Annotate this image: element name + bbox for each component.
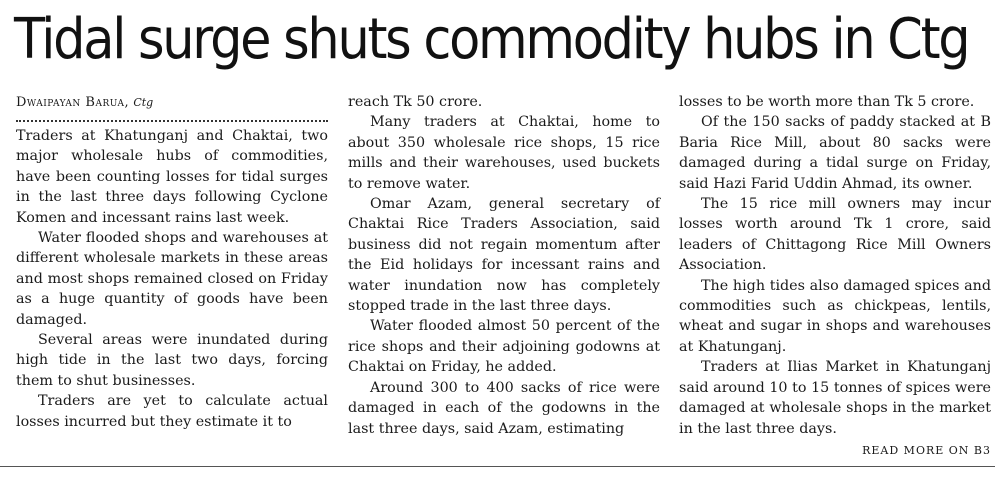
byline-author: Dwaipayan Barua, [16, 95, 130, 110]
paragraph: The 15 rice mill owners may incur losses worth around Tk 1 crore, said leaders of Chittagong Rice Mill Owners Association. [679, 196, 991, 274]
byline-location: Ctg [133, 96, 154, 109]
article-column-2 [348, 92, 660, 439]
paragraph: Of the 150 sacks of paddy stacked at B Baria Rice Mill, about 80 sacks were damaged during a tidal surge on Friday, said Hazi Farid Uddin Ahmad, its owner. [679, 114, 991, 192]
paragraph: Water flooded almost 50 percent of the rice shops and their adjoining godowns at Chaktai on Friday, he added. [348, 318, 660, 376]
dotted-divider [16, 120, 328, 122]
headline: Tidal surge shuts commodity hubs in Ctg [14, 7, 969, 72]
paragraph: Several areas were inundated during high tide in the last two days, forcing them to shut businesses. [16, 332, 328, 389]
paragraph: Many traders at Chaktai, home to about 350 wholesale rice shops, 15 rice mills and their warehouses, used buckets to remove water. [348, 114, 660, 192]
article-column-1 [16, 92, 328, 432]
paragraph: The high tides also damaged spices and commodities such as chickpeas, lentils, wheat and sugar in shops and warehouses at Khatunganj. [679, 277, 991, 355]
paragraph: Omar Azam, general secretary of Chaktai Rice Traders Association, said business did not regain momentum after the Eid holidays for incessant rains and water inundation now has completely stopped trade in the last three days. [348, 196, 660, 315]
byline [16, 92, 328, 114]
paragraph: reach Tk 50 crore. [348, 94, 483, 110]
paragraph: Around 300 to 400 sacks of rice were damaged in each of the godowns in the last three days, said Azam, estimating [348, 379, 660, 437]
paragraph: Traders at Ilias Market in Khatunganj said around 10 to 15 tonnes of spices were damaged at wholesale shops in the market in the last three days. [679, 359, 991, 437]
paragraph: Traders at Khatunganj and Chaktai, two major wholesale hubs of commodities, have been counting losses for tidal surges in the last three days following Cyclone Komen and incessant rains last week. [16, 128, 328, 226]
read-more-link[interactable]: READ MORE ON B3 [862, 443, 991, 457]
paragraph: Water flooded shops and warehouses at different wholesale markets in these areas and most shops remained closed on Friday as a huge quantity of goods have been damaged. [16, 230, 328, 328]
paragraph: Traders are yet to calculate actual losses incurred but they estimate it to [16, 393, 328, 430]
article-column-3 [679, 92, 991, 461]
paragraph: losses to be worth more than Tk 5 crore. [679, 94, 975, 110]
bottom-rule [0, 466, 995, 467]
